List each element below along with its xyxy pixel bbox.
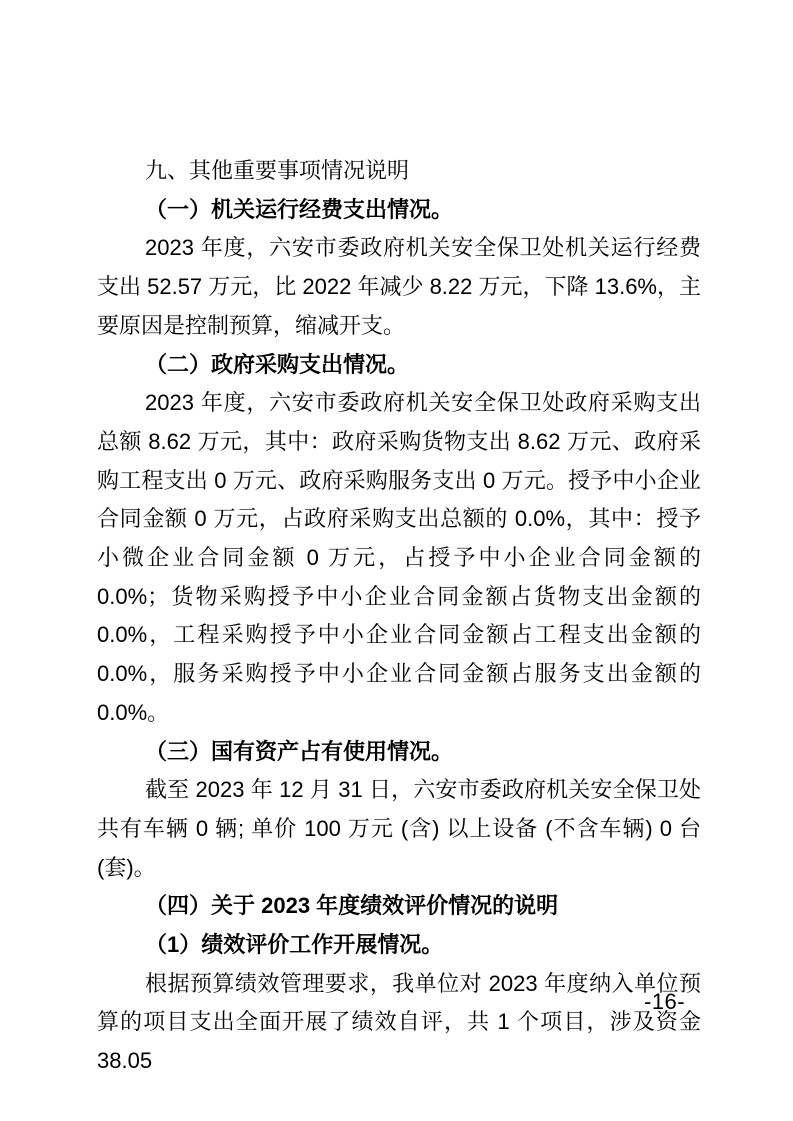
page-number: -16-	[644, 989, 686, 1014]
paragraph-state-owned-assets: 截至 2023 年 12 月 31 日，六安市委政府机关安全保卫处共有车辆 0 辆; 单价 100 万元 (含) 以上设备 (不含车辆) 0 台(套)。	[97, 777, 701, 880]
subsection-heading-agency-operating-expenses: （一）机关运行经费支出情况。	[145, 196, 454, 222]
subsection-heading-government-procurement: （二）政府采购支出情况。	[145, 351, 410, 377]
subsubsection-heading-performance-evaluation-work: （1）绩效评价工作开展情况。	[145, 932, 444, 958]
paragraph-government-procurement: 2023 年度，六安市委政府机关安全保卫处政府采购支出总额 8.62 万元，其中：政府采购货物支出 8.62 万元、政府采购工程支出 0 万元、政府采购服务支出 0 万元。授予中小企业合同金额 0 万元，占政府采购支出总额的 0.0%，其中：授予小微企业合同金额 0 万元，占授予中小企业合同金额的 0.0%；货物采购授予中小企业合同金额占货物支出金额的 0.0%，工程采购授予中小企业合同金额占工程支出金额的 0.0%，服务采购授予中小企业合同金额占服务支出金额的 0.0%。	[97, 390, 701, 725]
document-body	[97, 152, 701, 1081]
subsection-heading-state-owned-assets: （三）国有资产占有使用情况。	[145, 738, 454, 764]
paragraph-performance-self-evaluation: 根据预算绩效管理要求，我单位对 2023 年度纳入单位预算的项目支出全面开展了绩效自评，共 1 个项目，涉及资金 38.05	[97, 970, 701, 1074]
subsection-heading-performance-evaluation: （四）关于 2023 年度绩效评价情况的说明	[145, 893, 559, 919]
section-heading-other-important-items: 九、其他重要事项情况说明	[145, 158, 410, 183]
paragraph-agency-operating-expenses: 2023 年度，六安市委政府机关安全保卫处机关运行经费支出 52.57 万元，比 2022 年减少 8.22 万元，下降 13.6%，主要原因是控制预算，缩减开支。	[97, 235, 701, 338]
